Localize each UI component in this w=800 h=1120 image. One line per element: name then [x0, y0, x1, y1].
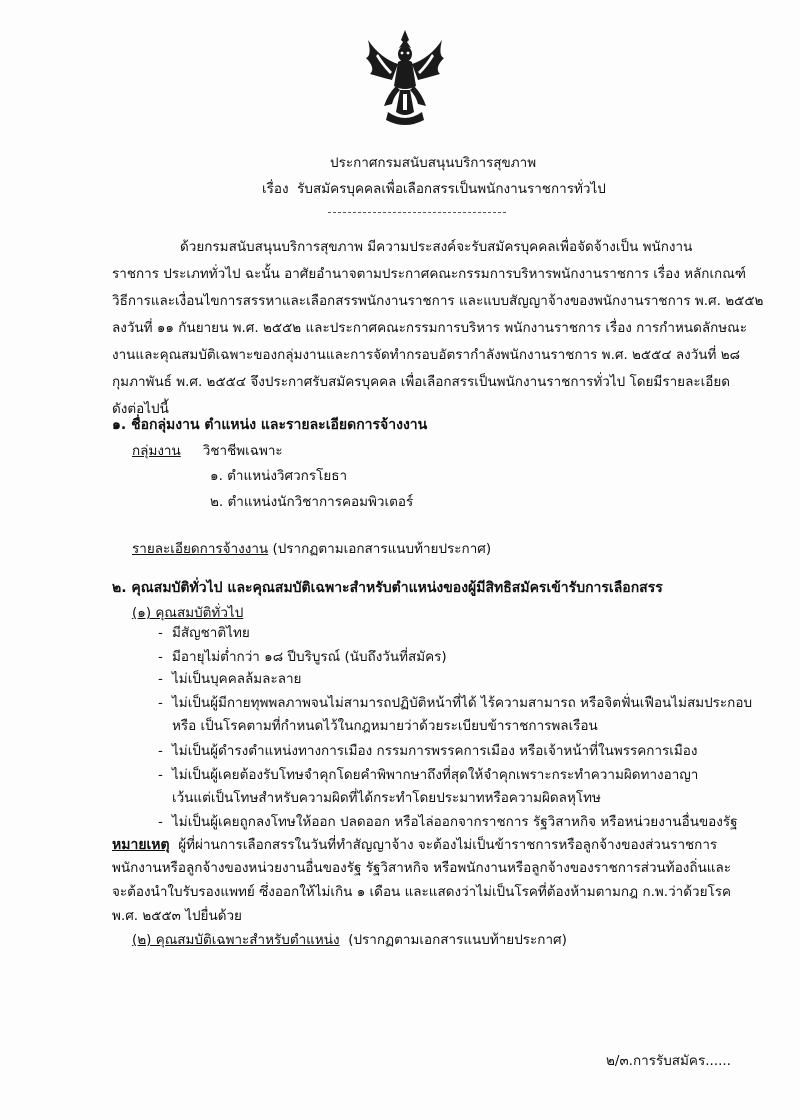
garuda-emblem-icon [362, 28, 448, 130]
intro-line: ด้วยกรมสนับสนุนบริการสุขภาพ มีความประสงค์จะรับสมัครบุคคลเพื่อจัดจ้างเป็น พนักงาน [180, 239, 693, 255]
general-qualifications-label: (๑) คุณสมบัติทั่วไป [132, 605, 244, 621]
subject-label: เรื่อง [262, 181, 289, 197]
specific-qualifications-label: (๒) คุณสมบัติเฉพาะสำหรับตำแหน่ง [132, 932, 340, 948]
intro-line: ลงวันที่ ๑๑ กันยายน พ.ศ. ๒๕๕๒ และประกาศคณะกรรมการบริหาร พนักงานราชการ เรื่อง การกำหนดลักษณะ [112, 320, 747, 336]
note-line: จะต้องนำใบรับรองแพทย์ ซึ่งออกให้ไม่เกิน ๑ เดือน และแสดงว่าไม่เป็นโรคที่ต้องห้ามตามกฎ ก.พ.ว่าด้วยโรค [112, 884, 732, 900]
section2-heading: ๒. คุณสมบัติทั่วไป และคุณสมบัติเฉพาะสำหรับตำแหน่งของผู้มีสิทธิสมัครเข้ารับการเลือกสรร [112, 580, 663, 596]
job-group-row [132, 442, 283, 460]
qualification-item: - มีอายุไม่ต่ำกว่า ๑๘ ปีบริบูรณ์ (นับถึงวันที่สมัคร) [158, 649, 447, 665]
subject-text: รับสมัครบุคคลเพื่อเลือกสรรเป็นพนักงานราชการทั่วไป [297, 181, 606, 197]
note-line [112, 836, 717, 854]
note-line: พนักงานหรือลูกจ้างของหน่วยงานอื่นของรัฐ รัฐวิสาหกิจ หรือพนักงานหรือลูกจ้างของราชการส่วนท้องถิ่นและ [112, 860, 732, 876]
qualification-item: - ไม่เป็นผู้มีกายทุพพลภาพจนไม่สามารถปฏิบัติหน้าที่ได้ ไร้ความสามารถ หรือจิตฟั่นเฟือนไม่สมประกอบ [158, 695, 753, 711]
header-divider [328, 212, 506, 213]
qualification-item: - ไม่เป็นบุคคลล้มละลาย [158, 671, 302, 687]
qualification-item-continuation: เว้นแต่เป็นโทษสำหรับความผิดที่ได้กระทำโดยประมาทหรือความผิดลหุโทษ [172, 790, 601, 806]
qualification-item: - ไม่เป็นผู้เคยถูกลงโทษให้ออก ปลดออก หรือไล่ออกจากราชการ รัฐวิสาหกิจ หรือหน่วยงานอื่นของรัฐ [158, 814, 738, 830]
qualification-item-continuation: หรือ เป็นโรคตามที่กำหนดไว้ในกฎหมายว่าด้วยระเบียบข้าราชการพลเรือน [172, 718, 598, 734]
page-continuation: ๒/๓.การรับสมัคร...... [606, 1053, 731, 1069]
specific-qualifications-note: (ปรากฏตามเอกสารแนบท้ายประกาศ) [348, 932, 567, 948]
specific-qualifications-row [132, 931, 567, 949]
intro-line: ดังต่อไปนี้ [112, 401, 169, 417]
job-group-value: วิชาชีพเฉพาะ [202, 443, 283, 459]
note-label: หมายเหตุ [112, 837, 170, 853]
note-line: พ.ศ. ๒๕๕๓ ไปยื่นด้วย [112, 908, 242, 924]
job-group-label: กลุ่มงาน [132, 443, 181, 459]
qualification-item: - มีสัญชาติไทย [158, 625, 250, 641]
intro-line: กุมภาพันธ์ พ.ศ. ๒๕๕๔ จึงประกาศรับสมัครบุคคล เพื่อเลือกสรรเป็นพนักงานราชการทั่วไป โดยมีรายละเอียด [112, 374, 730, 390]
subject-line [262, 180, 606, 198]
position-item: ๒. ตำแหน่งนักวิชาการคอมพิวเตอร์ [210, 494, 414, 510]
employment-detail-row [132, 540, 491, 558]
intro-line: วิธีการและเงื่อนไขการสรรหาและเลือกสรรพนักงานราชการ และแบบสัญญาจ้างของพนักงานราชการ พ.ศ. ๒๕๕๒ [112, 293, 764, 309]
employment-detail-label: รายละเอียดการจ้างงาน [132, 541, 269, 557]
intro-line: ราชการ ประเภททั่วไป ฉะนั้น อาศัยอำนาจตามประกาศคณะกรรมการบริหารพนักงานราชการ เรื่อง หลักเกณฑ์ [112, 266, 746, 282]
section1-heading: ๑. ชื่อกลุ่มงาน ตำแหน่ง และรายละเอียดการจ้างงาน [112, 417, 428, 433]
position-item: ๑. ตำแหน่งวิศวกรโยธา [210, 468, 348, 484]
intro-line: งานและคุณสมบัติเฉพาะของกลุ่มงานและการจัดทำกรอบอัตรากำลังพนักงานราชการ พ.ศ. ๒๕๕๔ ลงวันที่ ๒๘ [112, 347, 741, 363]
employment-detail-note: (ปรากฏตามเอกสารแนบท้ายประกาศ) [272, 541, 492, 557]
qualification-item: - ไม่เป็นผู้ดำรงตำแหน่งทางการเมือง กรรมการพรรคการเมือง หรือเจ้าหน้าที่ในพรรคการเมือง [158, 743, 698, 759]
note-text: ผู้ที่ผ่านการเลือกสรรในวันที่ทำสัญญาจ้าง จะต้องไม่เป็นข้าราชการหรือลูกจ้างของส่วนราชการ [178, 837, 718, 853]
agency-title: ประกาศกรมสนับสนุนบริการสุขภาพ [330, 155, 537, 171]
qualification-item: - ไม่เป็นผู้เคยต้องรับโทษจำคุกโดยคำพิพากษาถึงที่สุดให้จำคุกเพราะกระทำความผิดทางอาญา [158, 767, 699, 783]
